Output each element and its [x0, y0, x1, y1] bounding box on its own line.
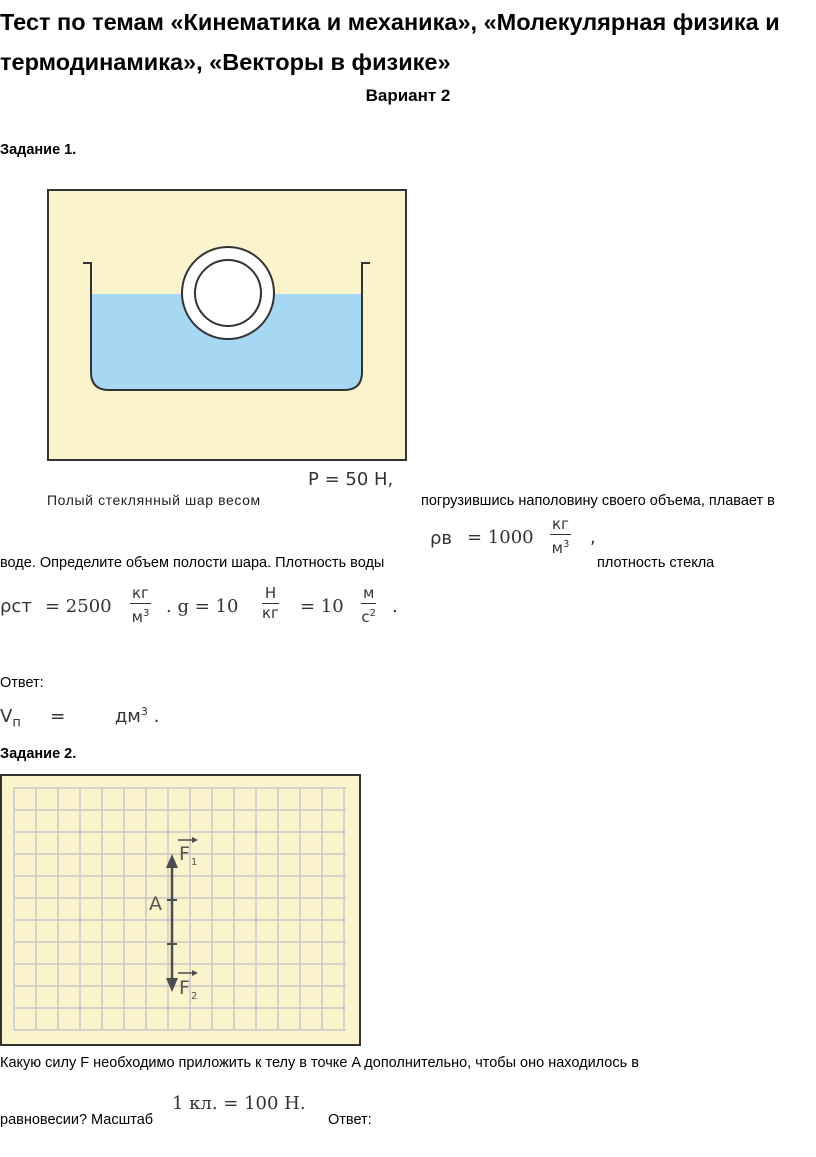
rho-water-value: = 1000 [467, 527, 534, 548]
force2-sub: 2 [191, 991, 198, 1002]
g-unit [262, 584, 279, 623]
answer-symbol: V [0, 706, 13, 727]
force2-label: F [179, 977, 190, 999]
rho-water-unit-den: $м^3$ [551, 539, 570, 557]
page-title: Тест по темам «Кинематика и механика», «Молекулярная физика и термодинамика», «Векторы в физике» [0, 9, 780, 75]
task2-question-part1: Какую силу F необходимо приложить к телу в точке A дополнительно, чтобы оно находилось в [0, 1055, 639, 1071]
rho-glass-value: = 2500 [45, 596, 112, 617]
formula-period: . [392, 596, 398, 617]
rho-water-comma: , [590, 527, 596, 548]
answer-unit: дм [114, 706, 141, 727]
task1-text-part2: погрузившись наполовину своего объема, плавает в [421, 493, 775, 509]
g-unit-num: Н [262, 584, 279, 604]
rho-water-unit-num: кг [552, 515, 569, 533]
force1-label: F [179, 843, 190, 865]
grid-background [1, 775, 360, 1045]
task2-question-part2: равновесии? Масштаб [0, 1112, 154, 1128]
g2-unit-den: $с^2$ [361, 608, 376, 626]
task1-text-part4: плотность стекла [597, 555, 715, 571]
task2-label: Задание 2. [0, 746, 77, 762]
g2-unit-num: м [363, 584, 375, 602]
equals-10: = 10 [300, 596, 344, 617]
answer-equals: = [50, 706, 66, 727]
weight-formula: P = 50 Н, [308, 469, 394, 490]
scale-formula: 1 кл. = 100 Н. [172, 1093, 306, 1114]
task1-figure [47, 189, 407, 461]
answer-sub: п [12, 715, 21, 731]
task2-figure [0, 774, 361, 1046]
point-a-label: A [149, 893, 162, 915]
rho-glass-unit-den: $м^3$ [131, 608, 150, 626]
task2-answer-label: Ответ: [328, 1112, 372, 1128]
task1-text-part1: Полый стеклянный шар весом [47, 492, 261, 508]
task1-text-part3: воде. Определите объем полости шара. Плотность воды [0, 555, 385, 571]
g-unit-den: кг [262, 604, 279, 622]
g-value: . g = 10 [166, 596, 239, 617]
task1-answer-label: Ответ: [0, 675, 44, 691]
g2-unit [361, 584, 376, 627]
rho-glass-unit [130, 584, 151, 627]
rho-glass-unit-num: кг [132, 584, 149, 602]
answer-formula: $V_п = дм^3$ . [0, 705, 160, 731]
force1-sub: 1 [191, 857, 198, 868]
hollow-ball-cavity [195, 260, 261, 326]
rho-water-symbol: ρв [430, 528, 453, 549]
rho-glass-symbol: ρст [0, 596, 32, 617]
answer-period: . [153, 706, 160, 727]
task1-label: Задание 1. [0, 142, 77, 158]
variant-heading: Вариант 2 [365, 86, 451, 105]
rho-water-unit [550, 515, 571, 558]
